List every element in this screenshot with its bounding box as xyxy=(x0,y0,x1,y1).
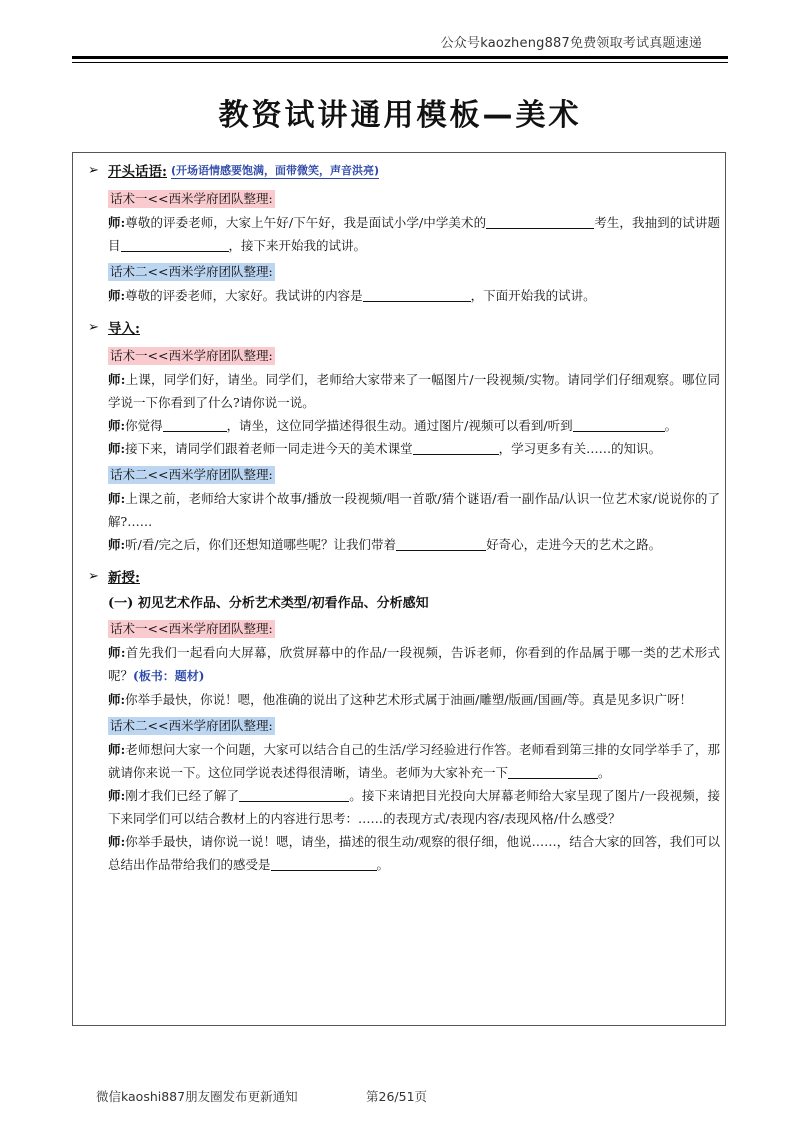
header-note: 公众号kaozheng887免费领取考试真题速递 xyxy=(440,36,702,51)
fill-blank xyxy=(508,764,598,779)
section-hint: (开场语情感要饱满，面带微笑，声音洪亮) xyxy=(170,163,380,177)
paragraph xyxy=(108,211,720,257)
footer-note: 微信kaoshi887朋友圈发布更新通知 xyxy=(96,1089,298,1104)
header-rule-thick xyxy=(72,56,728,59)
arrow-bullet-icon: ➢ xyxy=(88,162,99,178)
paragraph xyxy=(108,688,720,711)
text: ，接下来开始我的试讲。 xyxy=(228,238,367,253)
speaker-label: 师: xyxy=(108,441,126,456)
page-title: 教资试讲通用模板—美术 xyxy=(218,98,582,133)
board-note: (板书：题材) xyxy=(133,669,205,683)
text: 老师想问大家一个问题，大家可以结合自己的生活/学习经验进行作答。老师看到第三排的女同学举手了，那就请你来说一下。这位同学说表述得很清晰，请坐。老师为大家补充一下 xyxy=(108,742,720,780)
paragraph xyxy=(108,738,720,784)
section-title: 导入: xyxy=(108,321,140,337)
text: ，请坐，这位同学描述得很生动。通过图片/视频可以看到/听到 xyxy=(226,418,573,433)
paragraph xyxy=(108,414,720,437)
script-tag: 话术一<<西米学府团队整理: xyxy=(110,191,273,206)
fill-blank xyxy=(363,287,471,302)
speaker-label: 师: xyxy=(108,372,126,387)
text: ，学习更多有关……的知识。 xyxy=(498,441,662,456)
paragraph xyxy=(108,533,720,556)
paragraph xyxy=(108,368,720,414)
fill-blank xyxy=(239,787,349,802)
text: 接下来，请同学们跟着老师一同走进今天的美术课堂 xyxy=(125,441,413,456)
text: 尊敬的评委老师，大家上午好/下午好，我是面试小学/中学美术的 xyxy=(125,215,487,230)
subsection-title: (一) 初见艺术作品、分析艺术类型/初看作品、分析感知 xyxy=(108,596,429,611)
page-number: 第26/51页 xyxy=(366,1089,428,1104)
speaker-label: 师: xyxy=(108,491,126,506)
arrow-bullet-icon: ➢ xyxy=(88,568,99,584)
text: 首先我们一起看向大屏幕，欣赏屏幕中的作品/一段视频，告诉老师，你看到的作品属于哪一类的艺术形式呢？ xyxy=(108,645,720,683)
text: 尊敬的评委老师，大家好。我试讲的内容是 xyxy=(125,288,363,303)
paragraph xyxy=(108,437,720,460)
speaker-label: 师: xyxy=(108,742,126,757)
text: 。 xyxy=(598,765,611,780)
arrow-bullet-icon: ➢ xyxy=(88,319,99,335)
text: 。 xyxy=(376,857,390,872)
fill-blank xyxy=(486,214,594,229)
paragraph xyxy=(108,830,720,876)
text: 上课之前，老师给大家讲个故事/播放一段视频/唱一首歌/猜个谜语/看一副作品/认识一位艺术家/说说你的了解?…… xyxy=(108,491,720,529)
text: 。 xyxy=(664,418,678,433)
paragraph xyxy=(108,784,720,830)
script-tag: 话术二<<西米学府团队整理: xyxy=(110,467,273,482)
text: 你觉得 xyxy=(125,418,163,433)
text: 刚才我们已经了解了 xyxy=(125,788,240,803)
fill-blank xyxy=(573,417,665,432)
speaker-label: 师: xyxy=(108,788,126,803)
paragraph xyxy=(108,487,720,533)
script-tag: 话术二<<西米学府团队整理: xyxy=(110,718,273,733)
text: 上课，同学们好，请坐。同学们，老师给大家带来了一幅图片/一段视频/实物。请同学们仔细观察。哪位同学说一下你看到了什么?请你说一说。 xyxy=(108,372,720,410)
text: 考生，我抽到的试讲题目 xyxy=(108,215,720,253)
speaker-label: 师: xyxy=(108,418,126,433)
header-rule-thin xyxy=(72,62,728,63)
text: 。接下来请把目光投向大屏幕老师给大家呈现了图片/一段视频，接下来同学们可以结合教材上的内容进行思考：……的表现方式/表现内容/表现风格/什么感受？ xyxy=(108,788,720,826)
text: ，下面开始我的试讲。 xyxy=(470,288,596,303)
fill-blank xyxy=(163,417,227,432)
script-tag: 话术一<<西米学府团队整理: xyxy=(110,348,273,363)
section-intro-heading xyxy=(88,313,720,341)
section-title: 开头话语: xyxy=(108,164,167,180)
script-tag: 话术一<<西米学府团队整理: xyxy=(110,621,273,636)
paragraph xyxy=(108,641,720,688)
content xyxy=(88,156,720,876)
fill-blank xyxy=(396,536,486,551)
speaker-label: 师: xyxy=(108,834,126,849)
text: 听/看/完之后，你们还想知道哪些呢？让我们带着 xyxy=(125,537,397,552)
section-title: 新授: xyxy=(108,570,140,586)
text: 好奇心，走进今天的艺术之路。 xyxy=(486,537,662,552)
speaker-label: 师: xyxy=(108,537,126,552)
section-new-heading xyxy=(88,562,720,590)
text: 你举手最快，你说！嗯，他准确的说出了这种艺术形式属于油画/雕塑/版画/国画/等。真是见多识广呀！ xyxy=(125,692,692,707)
fill-blank xyxy=(413,440,499,455)
text: 你举手最快，请你说一说！嗯，请坐，描述的很生动/观察的很仔细，他说……，结合大家的回答，我们可以总结出作品带给我们的感受是 xyxy=(108,834,720,872)
speaker-label: 师: xyxy=(108,215,126,230)
speaker-label: 师: xyxy=(108,692,126,707)
section-opening-heading xyxy=(88,156,720,184)
script-tag: 话术二<<西米学府团队整理: xyxy=(110,264,273,279)
fill-blank xyxy=(271,856,377,871)
paragraph xyxy=(108,284,720,307)
speaker-label: 师: xyxy=(108,645,126,660)
fill-blank xyxy=(121,237,229,252)
speaker-label: 师: xyxy=(108,288,126,303)
